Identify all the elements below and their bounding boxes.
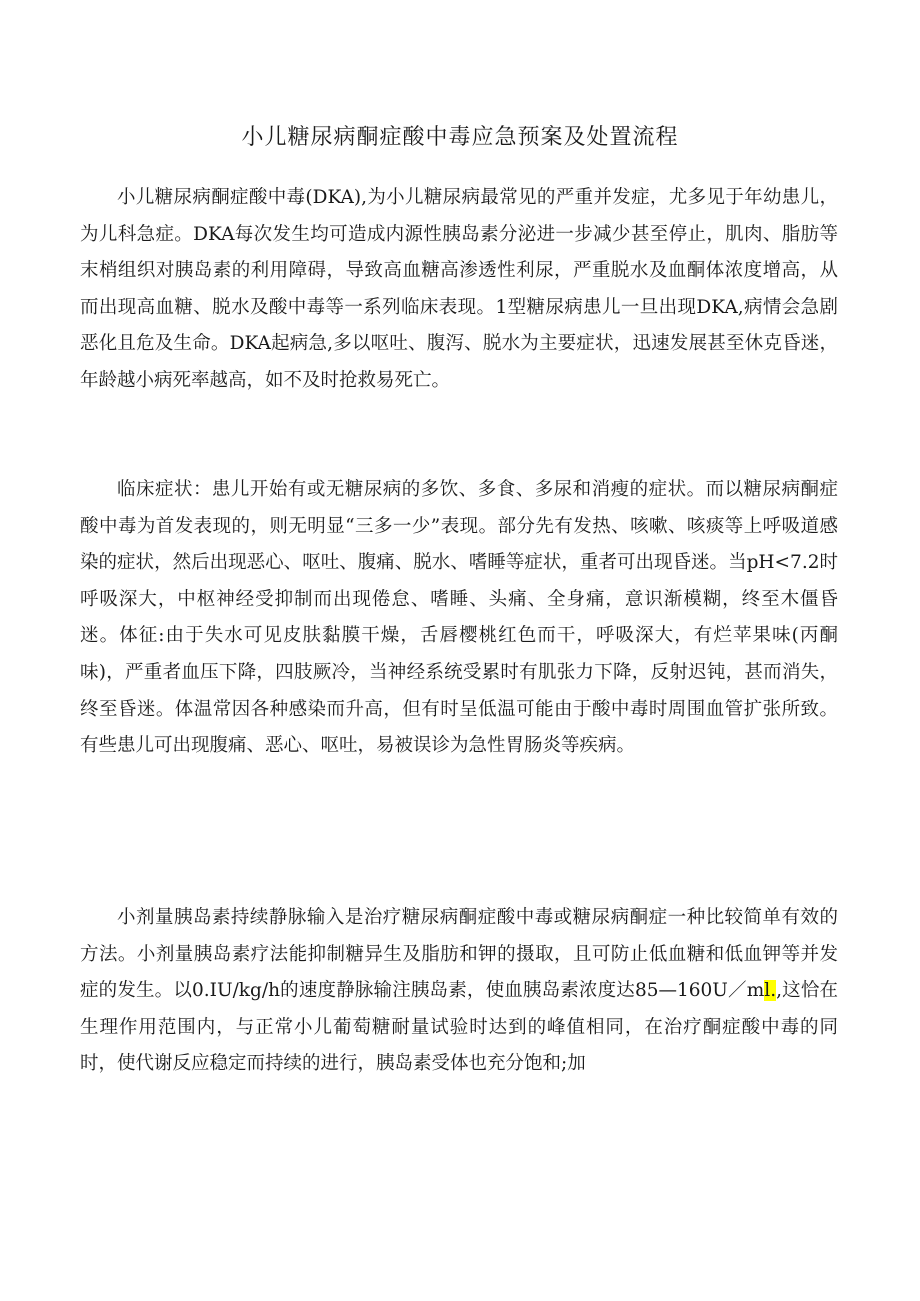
document-title: 小儿糖尿病酮症酸中毒应急预案及处置流程 [241, 125, 679, 150]
paragraph-insulin-therapy [80, 900, 838, 1083]
paragraph-dka-intro: 小儿糖尿病酮症酸中毒(DKA),为小儿糖尿病最常见的严重并发症，尤多见于年幼患儿，为儿科急症。DKA每次发生均可造成内源性胰岛素分泌进一步减少甚至停止，肌肉、脂肪等末梢组织对胰岛素的利用障碍，导致高血糖高渗透性利尿，严重脱水及血酮体浓度增高，从而出现高血糖、脱水及酸中毒等一系列临床表现。1型糖尿病患儿一旦出现DKA,病情会急剧恶化且危及生命。DKA起病急,多以呕吐、腹泻、脱水为主要症状，迅速发展甚至休克昏迷，年龄越小病死率越高，如不及时抢救易死亡。 [80, 187, 838, 391]
highlighted-text: l. [764, 980, 777, 1002]
paragraph-clinical-symptoms: 临床症状：患儿开始有或无糖尿病的多饮、多食、多尿和消瘦的症状。而以糖尿病酮症酸中毒为首发表现的，则无明显“三多一少”表现。部分先有发热、咳嗽、咳痰等上呼吸道感染的症状，然后出现恶心、呕吐、腹痛、脱水、嗜睡等症状，重者可出现昏迷。当pH<7.2时呼吸深大，中枢神经受抑制而出现倦怠、嗜睡、头痛、全身痛，意识渐模糊，终至木僵昏迷。体征:由于失水可见皮肤黏膜干燥，舌唇樱桃红色而干，呼吸深大，有烂苹果味(丙酮味)，严重者血压下降，四肢厥冷，当神经系统受累时有肌张力下降，反射迟钝，甚而消失，终至昏迷。体温常因各种感染而升高，但有时呈低温可能由于酸中毒时周围血管扩张所致。有些患儿可出现腹痛、恶心、呕吐，易被误诊为急性胃肠炎等疾病。 [80, 479, 838, 757]
paragraph-text-before-highlight: 小剂量胰岛素持续静脉输入是治疗糖尿病酮症酸中毒或糖尿病酮症一种比较简单有效的方法。小剂量胰岛素疗法能抑制糖异生及脂肪和钾的摄取，且可防止低血糖和低血钾等并发症的发生。以0.IU/kg/h的速度静脉输注胰岛素，使血胰岛素浓度达85—160U／m [80, 907, 838, 1002]
paragraph-text-after-highlight: ,这恰在生理作用范围内，与正常小儿葡萄糖耐量试验时达到的峰值相同，在治疗酮症酸中毒的同时，使代谢反应稳定而持续的进行，胰岛素受体也充分饱和;加 [80, 980, 838, 1075]
